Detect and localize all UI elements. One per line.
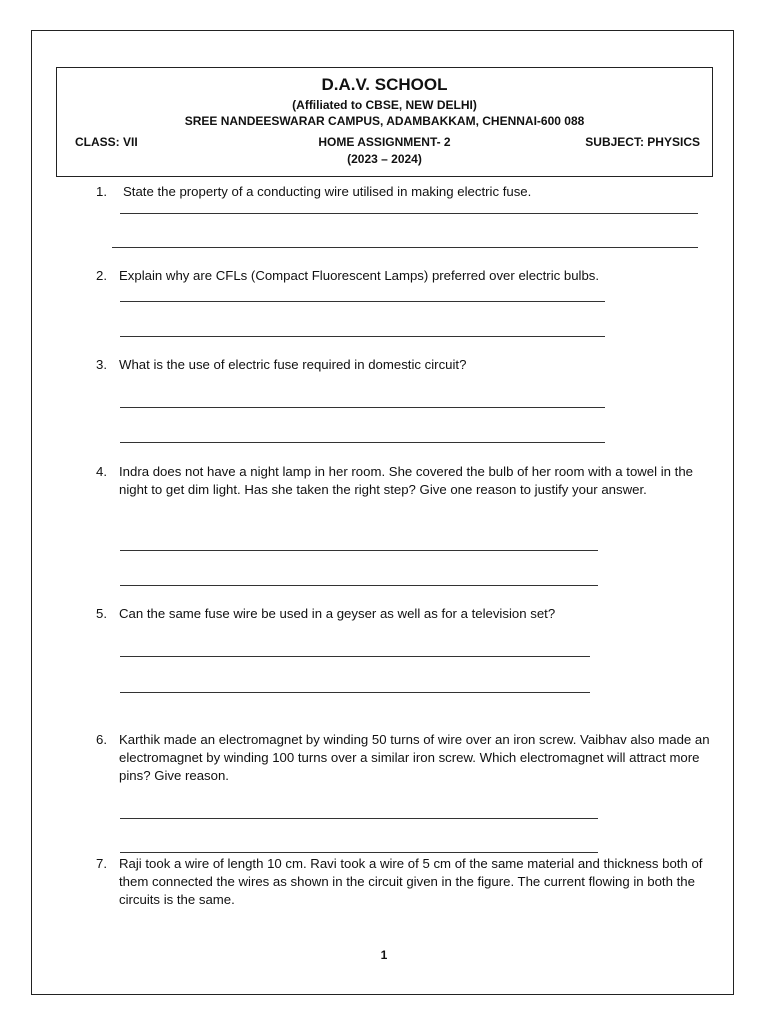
answer-line[interactable]: [120, 550, 598, 551]
answer-line[interactable]: [120, 692, 590, 693]
question-number: 5.: [96, 606, 107, 621]
question-number: 1.: [96, 184, 107, 199]
answer-line[interactable]: [120, 213, 698, 214]
question-text: What is the use of electric fuse required in domestic circuit?: [119, 357, 467, 372]
answer-line[interactable]: [120, 407, 605, 408]
academic-year: (2023 – 2024): [347, 152, 422, 166]
answer-line[interactable]: [120, 585, 598, 586]
header-box: [56, 67, 713, 177]
question-text: Karthik made an electromagnet by winding 50 turns of wire over an iron screw. Vaibhav also made an electromagnet by winding 100 turns over a similar iron screw. Which electromagnet will attract more pins? Give reason.: [119, 732, 710, 783]
question-text: Raji took a wire of length 10 cm. Ravi took a wire of 5 cm of the same material and thickness both of them connected the wires as shown in the circuit given in the figure. The current flowing in both the circuits is the same.: [119, 856, 703, 907]
question-text: Indra does not have a night lamp in her room. She covered the bulb of her room with a towel in the night to get dim light. Has she taken the right step? Give one reason to justify your answer.: [119, 464, 693, 497]
question-number: 2.: [96, 268, 107, 283]
question-number: 4.: [96, 464, 107, 479]
question-text: Can the same fuse wire be used in a geyser as well as for a television set?: [119, 606, 556, 621]
answer-line[interactable]: [120, 442, 605, 443]
answer-line[interactable]: [120, 656, 590, 657]
class-label: CLASS: VII: [75, 135, 138, 149]
answer-line[interactable]: [120, 336, 605, 337]
question-text: Explain why are CFLs (Compact Fluorescent Lamps) preferred over electric bulbs.: [119, 268, 600, 283]
question-text: State the property of a conducting wire utilised in making electric fuse.: [123, 184, 532, 199]
answer-line[interactable]: [120, 301, 605, 302]
answer-line[interactable]: [120, 818, 598, 819]
page-number: 1: [380, 948, 388, 962]
assignment-title: HOME ASSIGNMENT- 2: [318, 135, 451, 149]
school-name: D.A.V. SCHOOL: [321, 75, 448, 94]
question-number: 7.: [96, 856, 107, 871]
answer-line[interactable]: [120, 852, 598, 853]
answer-line[interactable]: [112, 247, 698, 248]
question-number: 3.: [96, 357, 107, 372]
campus-address: SREE NANDEESWARAR CAMPUS, ADAMBAKKAM, CHENNAI-600 088: [184, 114, 585, 128]
subject-label: SUBJECT: PHYSICS: [585, 135, 700, 149]
question-number: 6.: [96, 732, 107, 747]
affiliation: (Affiliated to CBSE, NEW DELHI): [292, 98, 477, 112]
